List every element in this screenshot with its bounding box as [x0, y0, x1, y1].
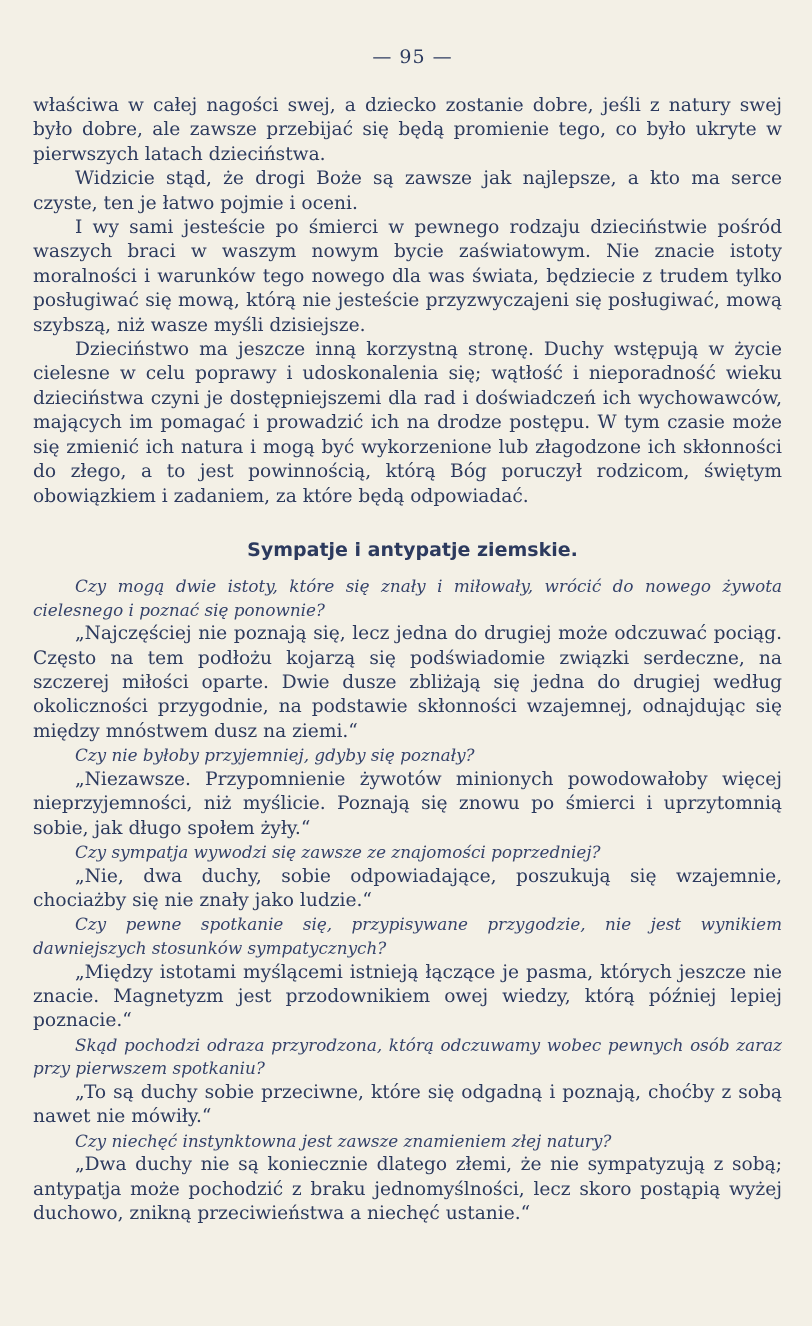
answer: „Niezawsze. Przypomnienie żywotów minionych powodowałoby więcej nieprzyjemności, niż myślicie. Poznają się znowu po śmierci i uprzytomnią sobie, jak długo społem żyły.“	[33, 768, 782, 839]
answer: „To są duchy sobie przeciwne, które się odgadną i poznają, choćby z sobą nawet nie mówiły.“	[33, 1081, 782, 1128]
page-number: — 95 —	[372, 46, 453, 68]
question: Czy niechęć instynktowna jest zawsze znamieniem złej natury?	[75, 1130, 612, 1151]
question: Czy nie byłoby przyjemniej, gdyby się poznały?	[75, 745, 475, 766]
paragraph: właściwa w całej nagości swej, a dziecko zostanie dobre, jeśli z natury swej było dobre, ale zawsze przebijać się będą promienie tego, co było ukryte w pierwszych latach dzieciństwa.	[33, 95, 782, 165]
question: Czy sympatja wywodzi się zawsze ze znajomości poprzedniej?	[75, 841, 601, 862]
answer: „Nie, dwa duchy, sobie odpowiadające, poszukują się wzajemnie, chociażby się nie znały jako ludzie.“	[33, 865, 782, 911]
answer: „Najczęściej nie poznają się, lecz jedna do drugiej może odczuwać pociąg. Często na tem podłożu kojarzą się podświadomie związki serdeczne, na szczerej miłości oparte. Dwie dusze zbliżają się jedna do drugiej według okoliczności przygodnie, na podstawie skłonności wzajemnej, odnajdując się między mnóstwem dusz na ziemi.“	[33, 623, 782, 742]
paragraph: Widzicie stąd, że drogi Boże są zawsze jak najlepsze, a kto ma serce czyste, ten je łatwo pojmie i oceni.	[33, 168, 782, 214]
question: Czy mogą dwie istoty, które się znały i miłowały, wrócić do nowego żywota cielesnego i poznać się ponownie?	[33, 575, 782, 620]
answer: „Między istotami myślącemi istnieją łączące je pasma, których jeszcze nie znacie. Magnetyzm jest przodownikiem owej wiedzy, którą później lepiej poznacie.“	[33, 961, 782, 1032]
paragraph: Dzieciństwo ma jeszcze inną korzystną stronę. Duchy wstępują w życie cielesne w celu poprawy i udoskonalenia się; wątłość i nieporadność wieku dzieciństwa czyni je dostępniejszemi dla rad i doświadczeń ich wychowawców, mających im pomagać i prowadzić ich na drodze postępu. W tym czasie może się zmienić ich natura i mogą być wykorzenione lub złagodzone ich skłonności do złego, a to jest powinnością, którą Bóg poruczył rodzicom, świętym obowiązkiem i zadaniem, za które będą odpowiadać.	[33, 339, 782, 507]
paragraph: I wy sami jesteście po śmierci w pewnego rodzaju dzieciństwie pośród waszych braci w waszym nowym bycie zaświatowym. Nie znacie istoty moralności i warunków tego nowego dla was świata, będziecie z trudem tylko posługiwać się mową, którą nie jesteście przyzwyczajeni się posługiwać, mową szybszą, niż wasze myśli dzisiejsze.	[33, 217, 782, 336]
intro-section	[33, 94, 782, 509]
section-heading: Sympatje i antypatje ziemskie.	[247, 538, 578, 561]
dialogue-section	[33, 575, 782, 1227]
question: Czy pewne spotkanie się, przypisywane przygodzie, nie jest wynikiem dawniejszych stosunków sympatycznych?	[33, 914, 782, 958]
question: Skąd pochodzi odraza przyrodzona, którą odczuwamy wobec pewnych osób zaraz przy pierwszem spotkaniu?	[33, 1034, 782, 1079]
answer: „Dwa duchy nie są koniecznie dlatego złemi, że nie sympatyzują z sobą; antypatja może pochodzić z braku jednomyślności, lecz skoro postąpią wyżej duchowo, znikną przeciwieństwa a niechęć ustanie.“	[33, 1154, 782, 1225]
